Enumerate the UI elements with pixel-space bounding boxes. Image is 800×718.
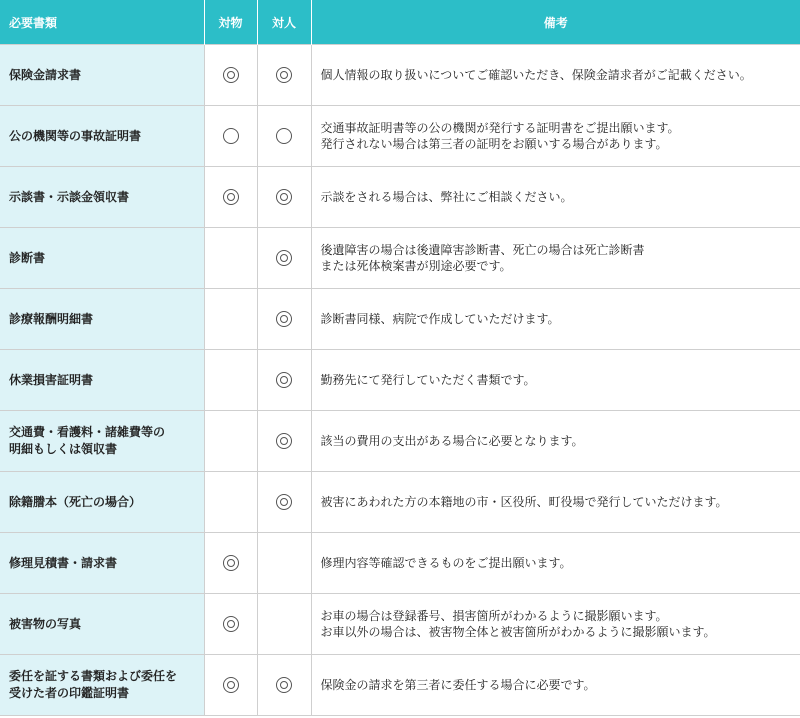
remarks-text: 修理内容等確認できるものをご提出願います。	[311, 533, 800, 594]
property-damage-mark	[204, 45, 257, 106]
table-row	[0, 594, 800, 655]
remarks-text: 示談をされる場合は、弊社にご相談ください。	[311, 167, 800, 228]
bodily-injury-mark	[257, 289, 311, 350]
remarks-text: 保険金の請求を第三者に委任する場合に必要です。	[311, 655, 800, 716]
double-circle-icon	[223, 616, 239, 632]
double-circle-icon	[223, 67, 239, 83]
property-damage-mark	[204, 655, 257, 716]
remarks-text: 勤務先にて発行していただく書類です。	[311, 350, 800, 411]
table-row	[0, 45, 800, 106]
property-damage-mark	[204, 228, 257, 289]
property-damage-mark	[204, 411, 257, 472]
document-name: 休業損害証明書	[0, 350, 204, 411]
table-row	[0, 472, 800, 533]
double-circle-icon	[223, 189, 239, 205]
property-damage-mark	[204, 167, 257, 228]
property-damage-mark	[204, 289, 257, 350]
circle-icon	[276, 128, 292, 144]
table-row	[0, 106, 800, 167]
document-name: 診断書	[0, 228, 204, 289]
table-header-row	[0, 0, 800, 45]
bodily-injury-mark	[257, 350, 311, 411]
table-row	[0, 655, 800, 716]
document-name: 保険金請求書	[0, 45, 204, 106]
double-circle-icon	[223, 555, 239, 571]
double-circle-icon	[276, 677, 292, 693]
property-damage-mark	[204, 472, 257, 533]
double-circle-icon	[223, 677, 239, 693]
document-name: 交通費・看護料・諸雑費等の 明細もしくは領収書	[0, 411, 204, 472]
bodily-injury-mark	[257, 411, 311, 472]
header-required-documents: 必要書類	[0, 0, 204, 45]
remarks-text: 後遺障害の場合は後遺障害診断書、死亡の場合は死亡診断書 または死体検案書が別途必要です。	[311, 228, 800, 289]
bodily-injury-mark	[257, 228, 311, 289]
remarks-text: 診断書同様、病院で作成していただけます。	[311, 289, 800, 350]
document-name: 修理見積書・請求書	[0, 533, 204, 594]
double-circle-icon	[276, 67, 292, 83]
bodily-injury-mark	[257, 594, 311, 655]
property-damage-mark	[204, 350, 257, 411]
double-circle-icon	[276, 189, 292, 205]
bodily-injury-mark	[257, 655, 311, 716]
remarks-text: お車の場合は登録番号、損害箇所がわかるように撮影願います。 お車以外の場合は、被害物全体と被害箇所がわかるように撮影願います。	[311, 594, 800, 655]
double-circle-icon	[276, 372, 292, 388]
bodily-injury-mark	[257, 167, 311, 228]
remarks-text: 個人情報の取り扱いについてご確認いただき、保険金請求者がご記載ください。	[311, 45, 800, 106]
remarks-text: 交通事故証明書等の公の機関が発行する証明書をご提出願います。 発行されない場合は第三者の証明をお願いする場合があります。	[311, 106, 800, 167]
remarks-text: 被害にあわれた方の本籍地の市・区役所、町役場で発行していただけます。	[311, 472, 800, 533]
double-circle-icon	[276, 250, 292, 266]
table-row	[0, 411, 800, 472]
bodily-injury-mark	[257, 45, 311, 106]
document-name: 公の機関等の事故証明書	[0, 106, 204, 167]
remarks-text: 該当の費用の支出がある場合に必要となります。	[311, 411, 800, 472]
document-name: 診療報酬明細書	[0, 289, 204, 350]
bodily-injury-mark	[257, 472, 311, 533]
header-bodily-injury: 対人	[257, 0, 311, 45]
table-row	[0, 350, 800, 411]
document-name: 委任を証する書類および委任を 受けた者の印鑑証明書	[0, 655, 204, 716]
property-damage-mark	[204, 106, 257, 167]
double-circle-icon	[276, 311, 292, 327]
document-name: 除籍謄本（死亡の場合）	[0, 472, 204, 533]
document-name: 被害物の写真	[0, 594, 204, 655]
property-damage-mark	[204, 533, 257, 594]
bodily-injury-mark	[257, 106, 311, 167]
table-row	[0, 167, 800, 228]
circle-icon	[223, 128, 239, 144]
table-row	[0, 228, 800, 289]
table-row	[0, 533, 800, 594]
double-circle-icon	[276, 494, 292, 510]
document-name: 示談書・示談金領収書	[0, 167, 204, 228]
property-damage-mark	[204, 594, 257, 655]
table-row	[0, 289, 800, 350]
double-circle-icon	[276, 433, 292, 449]
bodily-injury-mark	[257, 533, 311, 594]
header-property-damage: 対物	[204, 0, 257, 45]
header-remarks: 備考	[311, 0, 800, 45]
